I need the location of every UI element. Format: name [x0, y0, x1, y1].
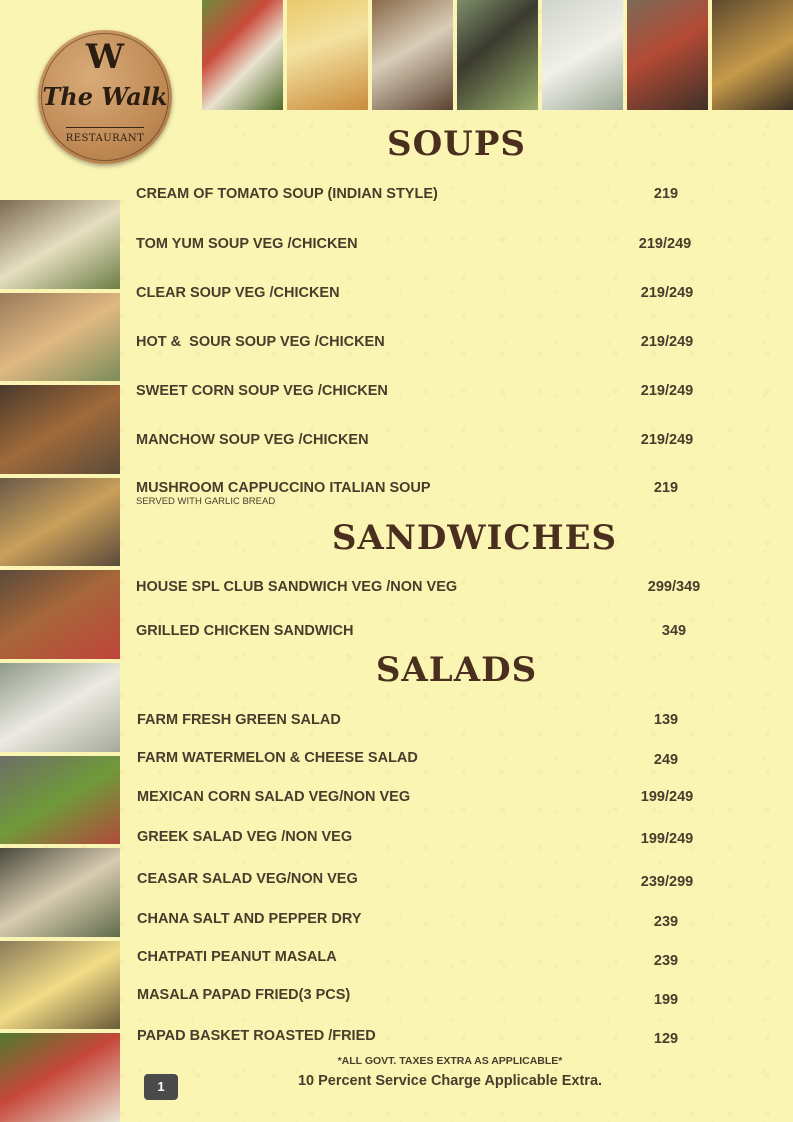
salad-photo [202, 0, 283, 110]
menu-item [137, 1028, 777, 1050]
item-name: MANCHOW SOUP VEG /CHICKEN [136, 432, 369, 448]
menu-item [136, 579, 776, 601]
left-food-photo-strip [0, 200, 120, 1122]
greens-photo [0, 756, 120, 845]
rice-bowl-photo [0, 663, 120, 752]
item-price: 219 [653, 480, 679, 496]
item-price: 239 [653, 953, 679, 969]
potato-photo [0, 200, 120, 289]
salads-heading: SALADS [375, 650, 538, 690]
item-name: HOT & SOUR SOUP VEG /CHICKEN [136, 334, 385, 350]
menu-item [137, 789, 777, 811]
menu-item [137, 987, 777, 1009]
item-price: 219 [653, 186, 679, 202]
item-name: GRILLED CHICKEN SANDWICH [136, 623, 354, 639]
item-note: SERVED WITH GARLIC BREAD [136, 496, 276, 507]
menu-item [137, 750, 777, 772]
item-price: 239/299 [640, 874, 694, 890]
salad-bowl-photo [0, 1033, 120, 1122]
logo-subtitle: RESTAURANT [65, 133, 145, 144]
grill-photo [712, 0, 793, 110]
logo-monogram: W [85, 37, 125, 77]
item-name: FARM FRESH GREEN SALAD [137, 712, 341, 728]
page-number-badge: 1 [144, 1074, 178, 1100]
item-price: 249 [653, 752, 679, 768]
fries-photo [0, 478, 120, 567]
item-name: MEXICAN CORN SALAD VEG/NON VEG [137, 789, 411, 805]
item-name: PAPAD BASKET ROASTED /FRIED [137, 1028, 376, 1044]
menu-item [137, 712, 777, 734]
item-name: CREAM OF TOMATO SOUP (INDIAN STYLE) [136, 186, 438, 202]
item-name: CLEAR SOUP VEG /CHICKEN [136, 285, 340, 301]
mushroom-photo [372, 0, 453, 110]
item-name: FARM WATERMELON & CHEESE SALAD [137, 750, 418, 766]
menu-item [136, 334, 776, 356]
item-price: 199 [653, 992, 679, 1008]
logo-name: The Walk [42, 82, 168, 111]
tax-note: *ALL GOVT. TAXES EXTRA AS APPLICABLE* [337, 1055, 563, 1067]
item-price: 199/249 [640, 789, 694, 805]
item-price: 139 [653, 712, 679, 728]
item-name: MUSHROOM CAPPUCCINO ITALIAN SOUP [136, 480, 431, 496]
item-name: SWEET CORN SOUP VEG /CHICKEN [136, 383, 388, 399]
item-price: 239 [653, 914, 679, 930]
stew-photo [0, 570, 120, 659]
curry-photo [627, 0, 708, 110]
item-name: GREEK SALAD VEG /NON VEG [137, 829, 353, 845]
item-name: CHANA SALT AND PEPPER DRY [137, 911, 362, 927]
logo-area [0, 0, 202, 200]
sandwiches-heading: SANDWICHES [331, 518, 618, 558]
item-price: 129 [653, 1031, 679, 1047]
item-price: 219/249 [640, 334, 694, 350]
noodles-photo [457, 0, 538, 110]
item-name: MASALA PAPAD FRIED(3 PCS) [137, 987, 351, 1003]
menu-item [136, 285, 776, 307]
citrus-photo [287, 0, 368, 110]
item-price: 219/249 [638, 236, 692, 252]
soups-heading: SOUPS [387, 124, 526, 164]
item-name: HOUSE SPL CLUB SANDWICH VEG /NON VEG [136, 579, 458, 595]
item-price: 199/249 [640, 831, 694, 847]
menu-item [136, 480, 776, 514]
top-food-photo-strip [202, 0, 793, 110]
menu-item [136, 236, 776, 258]
item-name: CEASAR SALAD VEG/NON VEG [137, 871, 358, 887]
item-name: CHATPATI PEANUT MASALA [137, 949, 337, 965]
item-price: 219/249 [640, 285, 694, 301]
menu-item [137, 911, 777, 933]
menu-item [137, 871, 777, 893]
service-charge-note: 10 Percent Service Charge Applicable Extra. [297, 1073, 603, 1089]
menu-item [137, 829, 777, 851]
fried-snack-photo [0, 293, 120, 382]
lemon-photo [0, 941, 120, 1030]
item-price: 299/349 [647, 579, 701, 595]
menu-item [136, 623, 776, 645]
menu-item [136, 432, 776, 454]
toast-photo [0, 385, 120, 474]
menu-item [136, 186, 776, 208]
item-price: 349 [661, 623, 687, 639]
rice-photo [542, 0, 623, 110]
menu-item [136, 383, 776, 405]
menu-item [137, 949, 777, 971]
item-price: 219/249 [640, 432, 694, 448]
item-price: 219/249 [640, 383, 694, 399]
item-name: TOM YUM SOUP VEG /CHICKEN [136, 236, 358, 252]
mushrooms-photo [0, 848, 120, 937]
